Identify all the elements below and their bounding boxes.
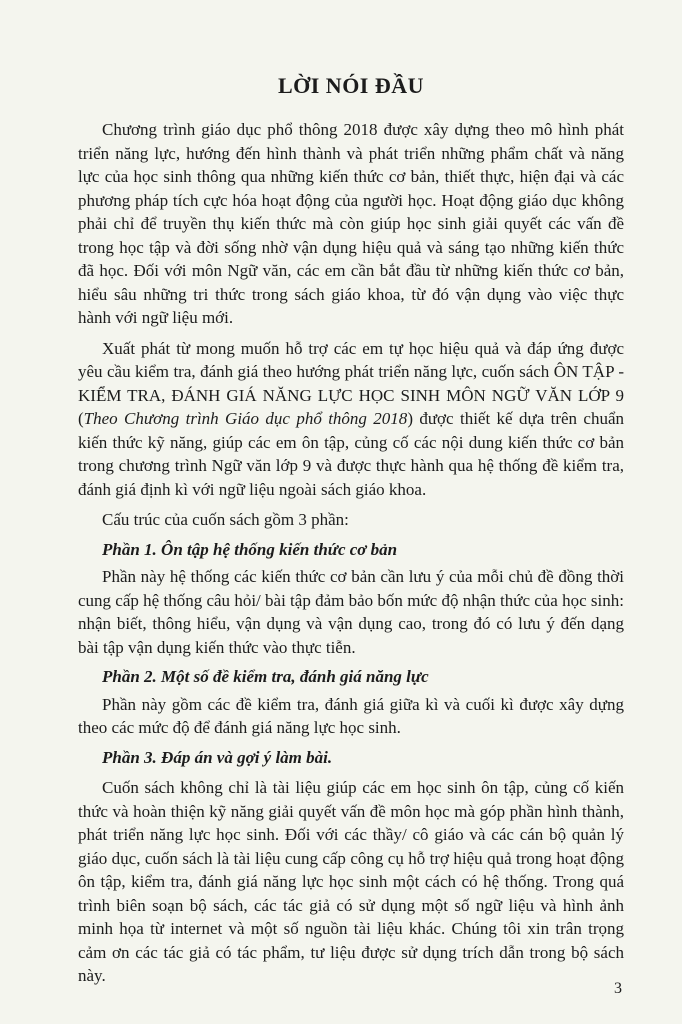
part3-heading: Phần 3. Đáp án và gợi ý làm bài. xyxy=(102,747,333,767)
purpose-text-start: Xuất phát từ mong muốn hỗ trợ các em tự học hiệu quả và đáp ứng được yêu cầu kiểm tra, đánh giá theo hướng phát triển năng lực, cuốn sách ÔN TẬP - KIỂM TRA, ĐÁNH GIÁ NĂNG LỰC HỌC SINH MÔN NGỮ VĂN LỚP 9 ( xyxy=(78,338,624,428)
closing-paragraph: Cuốn sách không chỉ là tài liệu giúp các em học sinh ôn tập, củng cố kiến thức và hoàn thiện kỹ năng giải quyết vấn đề môn học mà góp phần hình thành, phát triển năng lực học sinh. Đối với các thầy/ cô giáo và các cán bộ quản lý giáo dục, cuốn sách là tài liệu cung cấp công cụ hỗ trợ hiệu quả trong hoạt động ôn tập, kiểm tra, đánh giá năng lực học sinh một cách có hệ thống. Trong quá trình biên soạn bộ sách, các tác giả có sử dụng một số ngữ liệu và hình ảnh minh họa từ internet và một số nguồn tài liệu khác. Chúng tôi xin trân trọng cảm ơn các tác giả có tác phẩm, tư liệu được sử dụng trích dẫn trong bộ sách này. xyxy=(78,778,624,985)
program-reference: Theo Chương trình Giáo dục phổ thông 2018 xyxy=(83,409,408,428)
purpose-text-end: ) được thiết kế dựa trên chuẩn kiến thức kỹ năng, giúp các em ôn tập, củng cố các nội dung kiến thức cơ bản trong chương trình Ngữ văn lớp 9 và được thực hành qua hệ thống đề kiểm tra, đánh giá định kì với ngữ liệu ngoài sách giáo khoa. xyxy=(78,409,625,499)
part2-description: Phần này gồm các đề kiểm tra, đánh giá giữa kì và cuối kì được xây dựng theo các mức độ để đánh giá năng lực học sinh. xyxy=(78,694,624,737)
purpose-paragraph xyxy=(78,337,624,502)
page-title: LỜI NÓI ĐẦU xyxy=(277,73,425,98)
part1-heading: Phần 1. Ôn tập hệ thống kiến thức cơ bản xyxy=(102,539,398,559)
page-number: 3 xyxy=(614,980,622,997)
intro-paragraph: Chương trình giáo dục phổ thông 2018 được xây dựng theo mô hình phát triển năng lực, hướng đến hình thành và phát triển những phẩm chất và năng lực của học sinh thông qua những kiến thức cơ bản, thiết thực, hiện đại và các phương pháp tích cực hóa hoạt động của người học. Hoạt động giáo dục không phải chỉ để truyền thụ kiến thức mà còn giúp học sinh giải quyết các vấn đề trong học tập và đời sống nhờ vận dụng hiệu quả và sáng tạo những kiến thức đã học. Đối với môn Ngữ văn, các em cần bắt đầu từ những kiến thức cơ bản, hiểu sâu những tri thức trong sách giáo khoa, từ đó vận dụng vào việc thực hành với ngữ liệu mới. xyxy=(78,120,624,327)
structure-intro: Cấu trúc của cuốn sách gồm 3 phần: xyxy=(102,510,349,529)
part2-heading: Phần 2. Một số đề kiểm tra, đánh giá năng lực xyxy=(102,667,429,686)
part1-description: Phần này hệ thống các kiến thức cơ bản cần lưu ý của mỗi chủ đề đồng thời cung cấp hệ thống câu hỏi/ bài tập đảm bảo bốn mức độ nhận thức của học sinh: nhận biết, thông hiểu, vận dụng và vận dụng cao, trong đó có lưu ý đến dạng bài tập vận dụng kiến thức vào thực tiễn. xyxy=(78,567,624,657)
